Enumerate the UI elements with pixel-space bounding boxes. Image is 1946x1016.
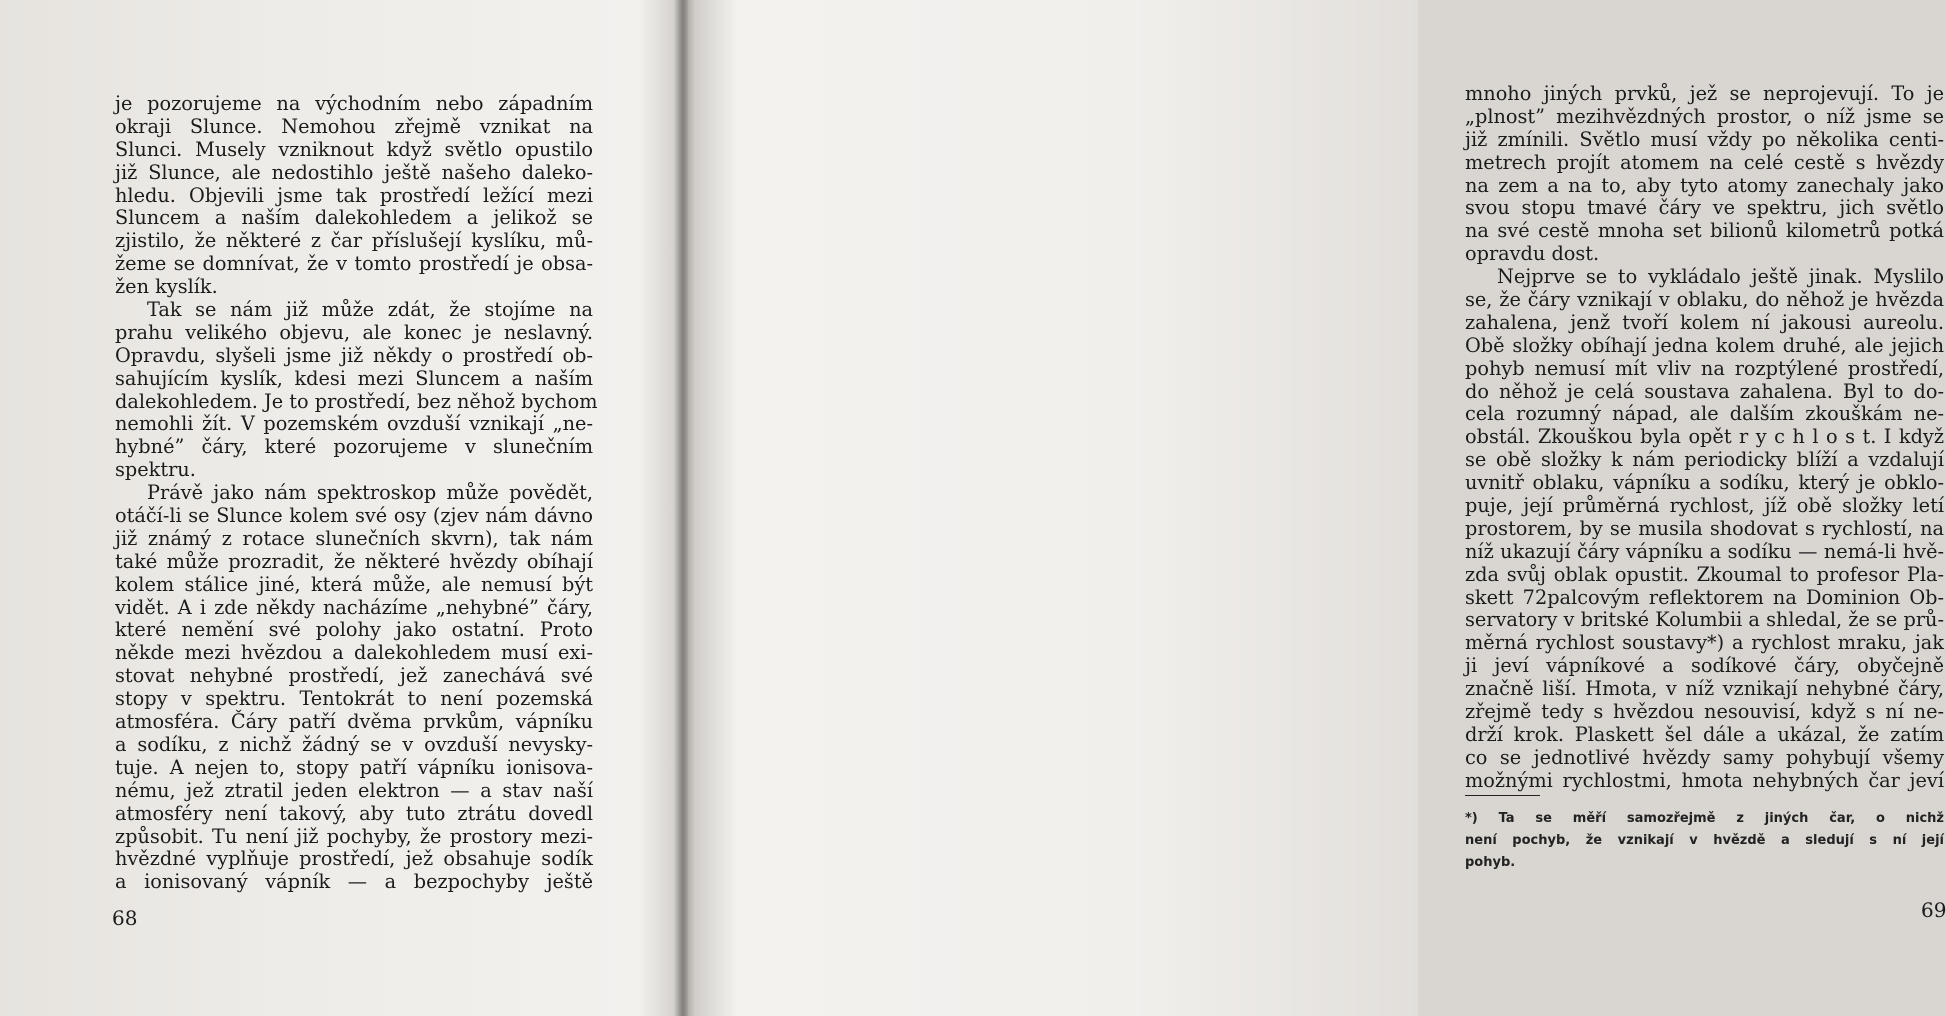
text-line: svou stopu tmavé čáry ve spektru, jich světlo bbox=[1465, 196, 1944, 220]
text-line: skett 72palcovým reflektorem na Dominion Ob- bbox=[1465, 585, 1944, 609]
text-line: vidět. A i zde někdy nacházíme „nehybné” čáry, bbox=[115, 595, 593, 619]
text-line: na své cestě mnoha set bilionů kilometrů potká bbox=[1465, 219, 1944, 243]
text-line: stopy v spektru. Tentokrát to není pozemská bbox=[115, 687, 593, 711]
text-line: žeme se domnívat, že v tomto prostředí je obsa- bbox=[115, 252, 593, 276]
text-line: Slunci. Musely vzniknout když světlo opustilo bbox=[115, 137, 593, 161]
text-line: drží krok. Plaskett šel dále a ukázal, že zatím bbox=[1465, 722, 1944, 746]
text-line: Nejprve se to vykládalo ještě jinak. Myslilo bbox=[1497, 265, 1944, 289]
text-line: žen kyslík. bbox=[115, 275, 218, 299]
text-line: dalekohledem. Je to prostředí, bez něhož bychom bbox=[115, 389, 598, 413]
text-line: zjistilo, že některé z čar příslušejí kyslíku, mů- bbox=[115, 229, 593, 253]
text-line: okraji Slunce. Nemohou zřejmě vznikat na bbox=[115, 114, 593, 138]
text-line: zřejmě tedy s hvězdou nesouvisí, když s ní ne- bbox=[1465, 700, 1944, 724]
text-line: pohyb. bbox=[1465, 855, 1516, 870]
text-line: uvnitř oblaku, vápníku a sodíku, který je obklo- bbox=[1465, 471, 1944, 495]
text-line: do něhož je celá soustava zahalena. Byl to do- bbox=[1465, 379, 1944, 403]
text-line: Obě složky obíhají jedna kolem druhé, ale jejich bbox=[1465, 333, 1944, 357]
text-line: servatory v britské Kolumbii a shledal, že se prů- bbox=[1465, 608, 1944, 632]
text-line: otáčí-li se Slunce kolem své osy (zjev nám dávno bbox=[115, 504, 593, 528]
text-line: co se jednotlivé hvězdy samy pohybují všemy bbox=[1465, 745, 1944, 769]
text-line: prahu velikého objevu, ale konec je neslavný. bbox=[115, 320, 593, 344]
text-line: Právě jako nám spektroskop může povědět, bbox=[147, 481, 593, 505]
text-line: hledu. Objevili jsme tak prostředí ležící mezi bbox=[115, 183, 593, 207]
text-line: a ionisovaný vápník — a bezpochyby ještě bbox=[115, 870, 593, 894]
text-line: se obě složky k nám periodicky blíží a vzdalují bbox=[1465, 448, 1944, 472]
right-page-number: 69 bbox=[1921, 898, 1946, 922]
text-line: tuje. A nejen to, stopy patří vápníku ionisova- bbox=[115, 755, 593, 779]
text-line: a sodíku, z nichž žádný se v ovzduší nevysky- bbox=[115, 732, 593, 756]
text-line: atmosféra. Čáry patří dvěma prvkům, vápníku bbox=[115, 710, 593, 734]
text-line: kolem stálice jiné, která může, ale nemusí být bbox=[115, 572, 593, 596]
text-line: metrech projít atomem na celé cestě s hvězdy bbox=[1465, 150, 1944, 174]
text-line: spektru. bbox=[115, 458, 196, 482]
text-line: „plnost” mezihvězdných prostor, o níž jsme se bbox=[1465, 104, 1944, 128]
text-line: možnými rychlostmi, hmota nehybných čar jeví bbox=[1465, 768, 1944, 792]
text-line: způsobit. Tu není již pochyby, že prostory mezi- bbox=[115, 824, 593, 848]
text-line: je pozorujeme na východním nebo západním bbox=[115, 92, 593, 115]
text-line: obstál. Zkouškou byla opět r y c h l o s t. I když bbox=[1465, 425, 1944, 449]
left-page-number: 68 bbox=[112, 906, 138, 930]
text-line: nemohli žít. V pozemském ovzduší vznikají „ne- bbox=[115, 412, 593, 436]
text-line: hvězdné vyplňuje prostředí, jež obsahuje sodík bbox=[115, 847, 593, 871]
text-line: již známý z rotace slunečních skvrn), tak nám bbox=[115, 526, 593, 550]
text-line: již Slunce, ale nedostihlo ještě našeho daleko- bbox=[115, 160, 593, 184]
text-line: sahujícím kyslík, kdesi mezi Sluncem a naším bbox=[115, 366, 593, 390]
right-page bbox=[690, 0, 1946, 1016]
text-line: někde mezi hvězdou a dalekohledem musí exi- bbox=[115, 641, 593, 665]
text-line: cela rozumný nápad, ale dalším zkouškám ne- bbox=[1465, 402, 1944, 426]
text-line: Opravdu, slyšeli jsme již někdy o prostředí ob- bbox=[115, 343, 593, 367]
text-line: puje, její průměrná rychlost, jíž obě složky letí bbox=[1465, 494, 1944, 518]
text-line: pohyb nemusí mít vliv na rozptýlené prostředí, bbox=[1465, 356, 1944, 380]
text-line: již zmínili. Světlo musí vždy po několika centi- bbox=[1465, 127, 1944, 151]
text-line: také může prozradit, že některé hvězdy obíhají bbox=[115, 549, 593, 573]
text-line: opravdu dost. bbox=[1465, 242, 1600, 266]
text-line: Tak se nám již může zdát, že stojíme na bbox=[147, 298, 593, 322]
text-line: které nemění své polohy jako ostatní. Proto bbox=[115, 618, 593, 642]
footnote-rule bbox=[1465, 795, 1540, 796]
text-line: *) Ta se měří samozřejmě z jiných čar, o nichž bbox=[1465, 811, 1944, 826]
text-line: níž ukazují čáry vápníku a sodíku — nemá-li hvě- bbox=[1465, 539, 1944, 563]
text-line: měrná rychlost soustavy*) a rychlost mraku, jak bbox=[1465, 631, 1944, 655]
text-line: atmosféry není takový, aby tuto ztrátu dovedl bbox=[115, 801, 593, 825]
right-page-body-text bbox=[1465, 83, 1944, 793]
left-page bbox=[0, 0, 690, 1016]
text-line: na zem a na to, aby tyto atomy zanechaly jako bbox=[1465, 173, 1944, 197]
text-line: se, že čáry vznikají v oblaku, do něhož je hvězda bbox=[1465, 288, 1944, 312]
text-line: prostorem, by se musila shodovat s rychlostí, na bbox=[1465, 516, 1944, 540]
text-line: mnoho jiných prvků, jež se neprojevují. To je bbox=[1465, 82, 1944, 105]
text-line: Sluncem a naším dalekohledem a jelikož se bbox=[115, 206, 593, 230]
footnote bbox=[1465, 808, 1944, 874]
text-line: zda svůj oblak opustit. Zkoumal to profesor Pla- bbox=[1465, 562, 1944, 586]
text-line: značně liší. Hmota, v níž vznikají nehybné čáry, bbox=[1465, 677, 1944, 701]
left-page-body-text bbox=[115, 92, 598, 894]
text-line: zahalena, jenž tvoří kolem ní jakousi aureolu. bbox=[1465, 310, 1944, 334]
text-line: nému, jež ztratil jeden elektron — a stav naší bbox=[115, 778, 593, 802]
text-line: není pochyb, že vznikají v hvězdě a sledují s ní její bbox=[1465, 833, 1944, 848]
text-line: stovat nehybné prostředí, jež zanechává své bbox=[115, 664, 593, 688]
text-line: hybné” čáry, které pozorujeme v slunečním bbox=[115, 435, 593, 459]
text-line: ji jeví vápníkové a sodíkové čáry, obyčejně bbox=[1465, 654, 1944, 678]
